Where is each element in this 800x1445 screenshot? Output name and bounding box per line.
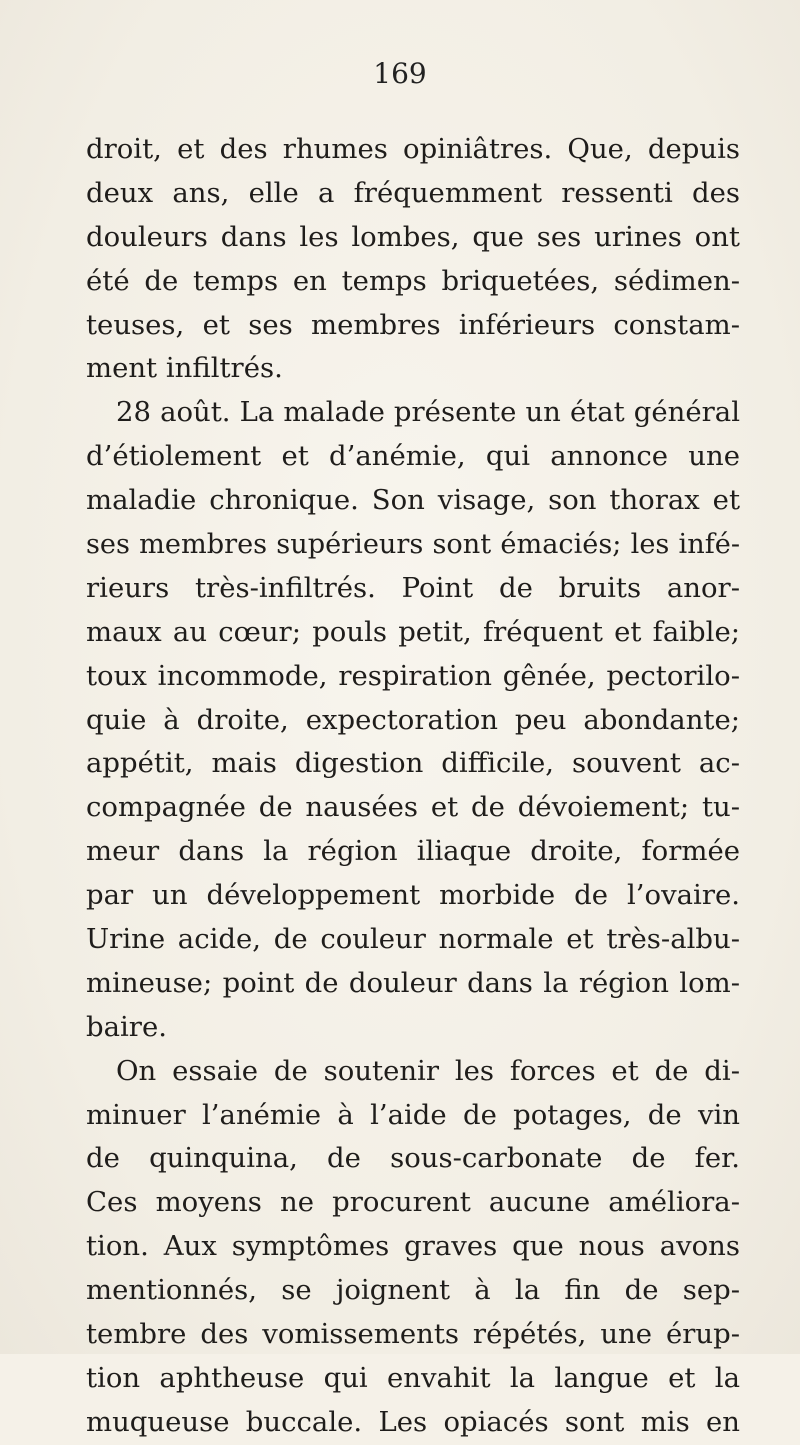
- text-line: tion aphtheuse qui envahit la langue et la: [86, 1361, 740, 1394]
- text-line: tembre des vomissements répétés, une érup-: [86, 1318, 740, 1351]
- text-line: teuses, et ses membres inférieurs constam-: [86, 308, 740, 341]
- text-line: droit, et des rhumes opiniâtres. Que, depuis: [86, 133, 740, 165]
- text-line: Urine acide, de couleur normale et très-albu-: [86, 923, 740, 956]
- text-line: toux incommode, respiration gênée, pectorilo-: [86, 659, 740, 692]
- text-line: maladie chronique. Son visage, son thorax et: [86, 484, 740, 517]
- text-line: compagnée de nausées et de dévoiement; tu-: [86, 791, 740, 824]
- text-line: minuer l’anémie à l’aide de potages, de vin: [86, 1098, 740, 1131]
- text-line: douleurs dans les lombes, que ses urines ont: [86, 220, 740, 253]
- text-line: d’étiolement et d’anémie, qui annonce une: [86, 440, 740, 473]
- text-line: ses membres supérieurs sont émaciés; les infé-: [86, 529, 740, 561]
- text-line: baire.: [86, 1010, 167, 1043]
- text-line: tion. Aux symptômes graves que nous avons: [86, 1230, 740, 1263]
- text-line: appétit, mais digestion difficile, souvent ac-: [86, 747, 740, 780]
- page-number: 169: [373, 57, 427, 90]
- text-line: mentionnés, se joignent à la fin de sep-: [86, 1274, 740, 1307]
- text-line: été de temps en temps briquetées, sédimen-: [86, 264, 740, 297]
- text-line: de quinquina, de sous-carbonate de fer.: [86, 1142, 740, 1175]
- text-line: maux au cœur; pouls petit, fréquent et faible;: [86, 615, 740, 648]
- text-line: ment infiltrés.: [86, 352, 283, 385]
- text-line: deux ans, elle a fréquemment ressenti des: [86, 176, 740, 209]
- text-line: Ces moyens ne procurent aucune améliora-: [86, 1186, 740, 1219]
- text-line: 28 août. La malade présente un état général: [116, 396, 740, 429]
- text-line: rieurs très-infiltrés. Point de bruits anor-: [86, 571, 740, 604]
- body-text: [86, 128, 740, 1445]
- text-line: On essaie de soutenir les forces et de di-: [116, 1054, 740, 1087]
- text-line: muqueuse buccale. Les opiacés sont mis en: [86, 1405, 740, 1438]
- text-line: par un développement morbide de l’ovaire.: [86, 879, 740, 912]
- text-line: quie à droite, expectoration peu abondante;: [86, 703, 740, 736]
- text-line: meur dans la région iliaque droite, formée: [86, 835, 740, 868]
- text-line: mineuse; point de douleur dans la région lom-: [86, 966, 740, 999]
